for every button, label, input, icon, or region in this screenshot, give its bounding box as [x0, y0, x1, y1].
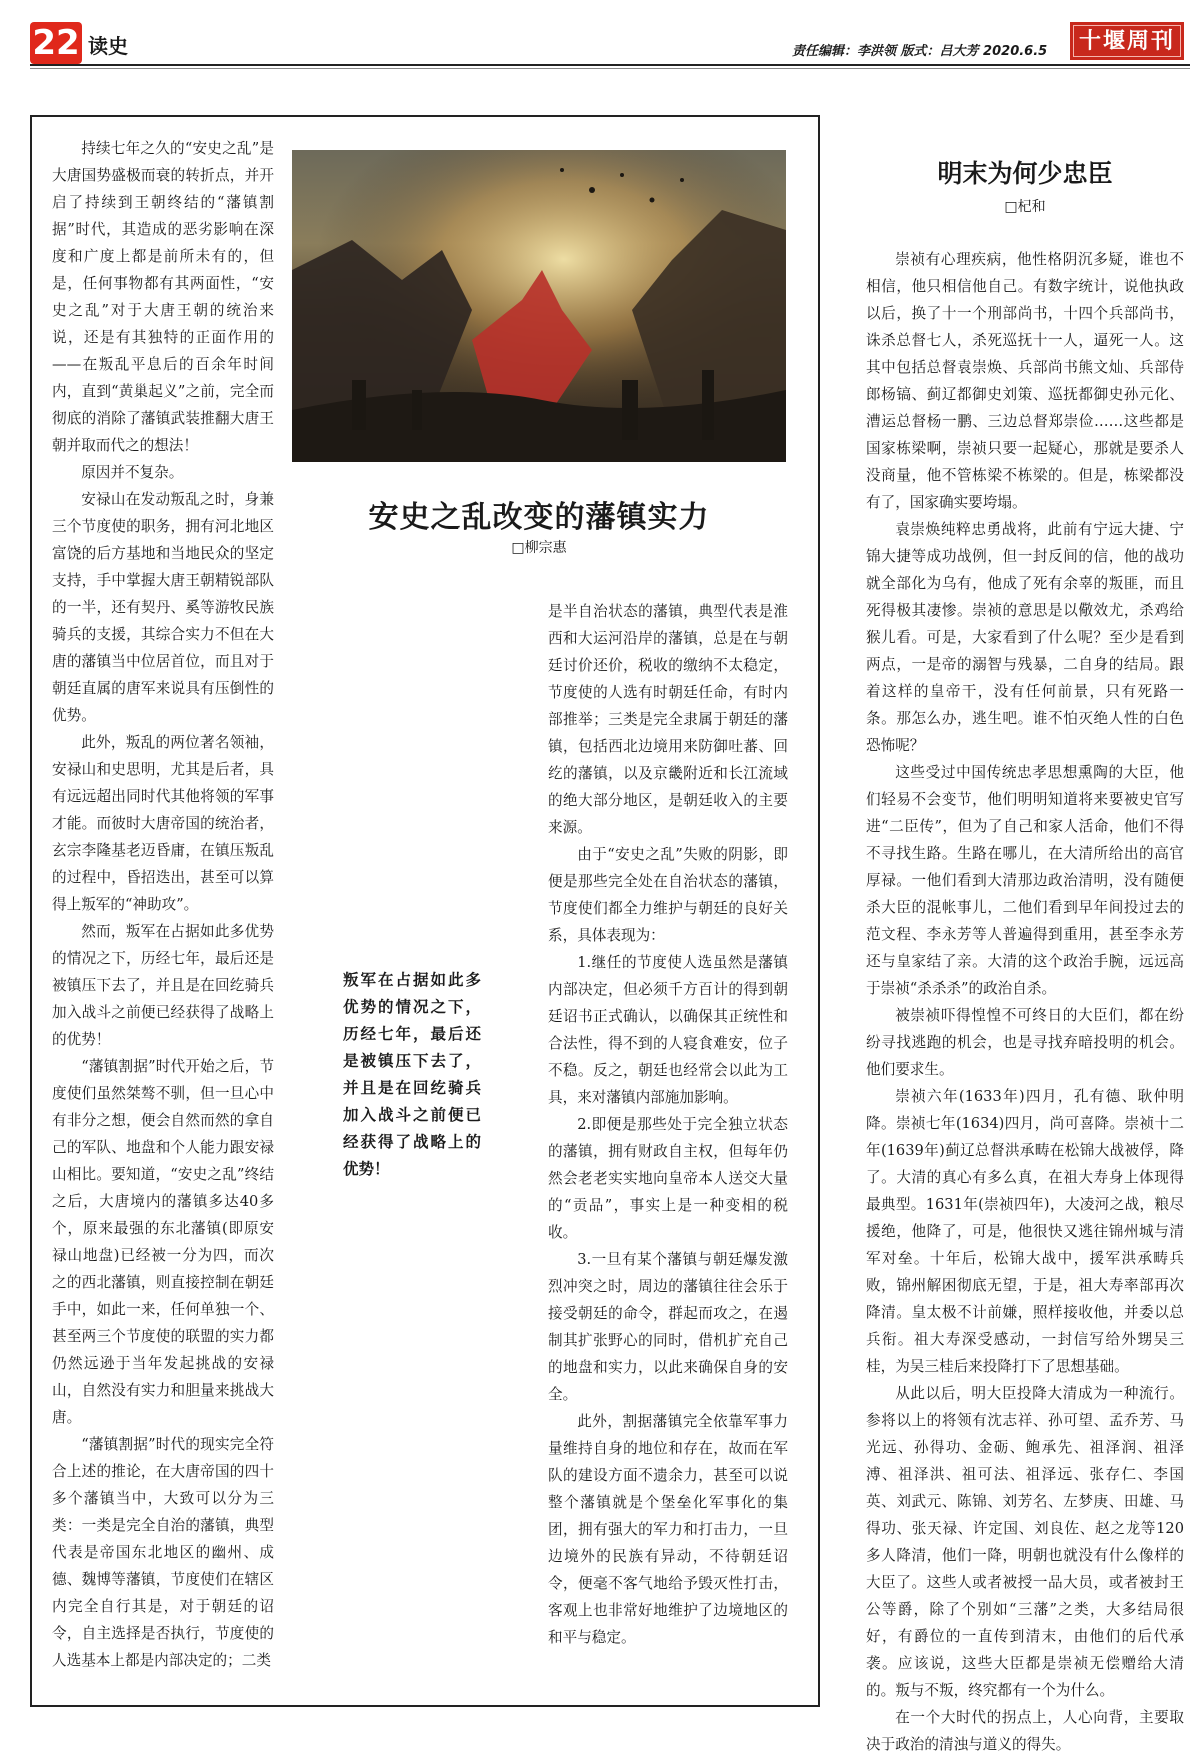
- article1-byline: □柳宗惠: [511, 540, 567, 556]
- page-number: 22: [30, 22, 82, 64]
- page-header: [30, 20, 1190, 64]
- paragraph: 1.继任的节度使人选虽然是藩镇内部决定，但必须千方百计的得到朝廷诏书正式确认，以确保其正统性和合法性，得不到的人寝食难安，位子不稳。反之，朝廷也经常会以此为工具，来对藩镇内部施加影响。: [548, 954, 788, 1106]
- paragraph: 由于“安史之乱”失败的阴影，即便是那些完全处在自治状态的藩镇，节度使们都全力维护与朝廷的良好关系，具体表现为：: [548, 846, 788, 944]
- paragraph: 袁崇焕纯粹忠勇战将，此前有宁远大捷、宁锦大捷等成功战例，但一封反间的信，他的战功就全部化为乌有，他成了死有余辜的叛匪，而且死得极其凄惨。崇祯的意思是以儆效尤，杀鸡给猴儿看。可是，大家看到了什么呢？至少是看到两点，一是帝的溺智与残暴，二自身的结局。跟着这样的皇帝干，没有任何前景，只有死路一条。那怎么办，逃生吧。谁不怕灭绝人性的白色恐怖呢？: [866, 521, 1184, 754]
- article2-title: 明末为何少忠臣: [937, 159, 1113, 188]
- paragraph: 持续七年之久的“安史之乱”是大唐国势盛极而衰的转折点，并开启了持续到王朝终结的“藩镇割据”时代，其造成的恶劣影响在深度和广度上都是前所未有的，但是，任何事物都有其两面性，“安史之乱”对于大唐王朝的统治来说，还是有其独特的正面作用的——在叛乱平息后的百余年时间内，直到“黄巢起义”之前，完全而彻底的消除了藩镇武装推翻大唐王朝并取而代之的想法！: [52, 140, 274, 454]
- paragraph: 安禄山在发动叛乱之时，身兼三个节度使的职务，拥有河北地区富饶的后方基地和当地民众的坚定支持，手中掌握大唐王朝精锐部队的一半，还有契丹、奚等游牧民族骑兵的支援，其综合实力不但在大唐的藩镇当中位居首位，而且对于朝廷直属的唐军来说具有压倒性的优势。: [52, 491, 274, 724]
- article1-column-1: [52, 135, 274, 1674]
- paragraph: 这些受过中国传统忠孝思想熏陶的大臣，他们轻易不会变节，他们明明知道将来要被史官写进“二臣传”，但为了自己和家人活命，他们不得不寻找生路。生路在哪儿，在大清所给出的高官厚禄。一他们看到大清那边政治清明，没有随便杀大臣的混帐事儿，二他们看到早年间投过去的范文程、李永芳等人普遍得到重用，甚至李永芳还与皇家结了亲。大清的这个政治手腕，远远高于崇祯“杀杀杀”的政治自杀。: [866, 764, 1184, 997]
- section-label: 读史: [88, 34, 128, 58]
- paragraph: 3.一旦有某个藩镇与朝廷爆发激烈冲突之时，周边的藩镇往往会乐于接受朝廷的命令，群起而攻之，在遏制其扩张野心的同时，借机扩充自己的地盘和实力，以此来确保自身的安全。: [548, 1251, 788, 1403]
- article1-column-2: [548, 598, 788, 1651]
- paragraph: 在一个大时代的拐点上，人心向背，主要取决于政治的清浊与道义的得失。: [866, 1709, 1184, 1753]
- paragraph: 此外，叛乱的两位著名领袖，安禄山和史思明，尤其是后者，具有远远超出同时代其他将领的军事才能。而彼时大唐帝国的统治者，玄宗李隆基老迈昏庸，在镇压叛乱的过程中，昏招迭出，甚至可以算得上叛军的“神助攻”。: [52, 734, 274, 913]
- editor-credits: 责任编辑：李洪领 版式：吕大芳 2020.6.5: [792, 44, 1048, 59]
- paragraph: 崇祯有心理疾病，他性格阴沉多疑，谁也不相信，他只相信他自己。有数字统计，说他执政以后，换了十一个刑部尚书，十四个兵部尚书，诛杀总督七人，杀死巡抚十一人，逼死一人。这其中包括总督袁崇焕、兵部尚书熊文灿、兵部侍郎杨镐、蓟辽都御史刘策、巡抚都御史孙元化、漕运总督杨一鹏、三边总督郑崇俭……这些都是国家栋梁啊，崇祯只要一起疑心，那就是要杀人没商量，他不管栋梁不栋梁的。但是，栋梁都没有了，国家确实要垮塌。: [866, 251, 1184, 511]
- paragraph: “藩镇割据”时代的现实完全符合上述的推论，在大唐帝国的四十多个藩镇当中，大致可以分为三类：一类是完全自治的藩镇，典型代表是帝国东北地区的幽州、成德、魏博等藩镇，节度使们在辖区内完全自行其是，对于朝廷的诏令，自主选择是否执行，节度使的人选基本上都是内部决定的；二类: [52, 1436, 274, 1669]
- article2-byline: □杞和: [1004, 199, 1046, 215]
- paragraph: 此外，割据藩镇完全依靠军事力量维持自身的地位和存在，故而在军队的建设方面不遗余力，甚至可以说整个藩镇就是个堡垒化军事化的集团，拥有强大的军力和打击力，一旦边境外的民族有异动，不待朝廷诏令，便毫不客气地给予毁灭性打击，客观上也非常好地维护了边境地区的和平与稳定。: [548, 1413, 788, 1646]
- header-rule: [30, 64, 1190, 66]
- paragraph: 原因并不复杂。: [81, 464, 184, 481]
- paragraph: 然而，叛军在占据如此多优势的情况之下，历经七年，最后还是被镇压下去了，并且是在回纥骑兵加入战斗之前便已经获得了战略上的优势！: [52, 923, 274, 1048]
- article1-title: 安史之乱改变的藩镇实力: [368, 500, 710, 535]
- paragraph: 被崇祯吓得惶惶不可终日的大臣们，都在纷纷寻找逃跑的机会，也是寻找弃暗投明的机会。他们要求生。: [866, 1007, 1184, 1078]
- paragraph: “藩镇割据”时代开始之后，节度使们虽然桀骜不驯，但一旦心中有非分之想，便会自然而然的拿自己的军队、地盘和个人能力跟安禄山相比。要知道，“安史之乱”终结之后，大唐境内的藩镇多达40多个，原来最强的东北藩镇(即原安禄山地盘)已经被一分为四，而次之的西北藩镇，则直接控制在朝廷手中，如此一来，任何单独一个、甚至两三个节度使的联盟的实力都仍然远逊于当年发起挑战的安禄山，自然没有实力和胆量来挑战大唐。: [52, 1058, 274, 1426]
- paragraph: 从此以后，明大臣投降大清成为一种流行。参将以上的将领有沈志祥、孙可望、孟乔芳、马光远、孙得功、金砺、鲍承先、祖泽润、祖泽溥、祖泽洪、祖可法、祖泽远、张存仁、李国英、刘武元、陈锦、刘芳名、左梦庚、田雄、马得功、张天禄、许定国、刘良佐、赵之龙等120多人降清，他们一降，明朝也就没有什么像样的大臣了。这些人或者被授一品大员，或者被封王公等爵，除了个别如“三藩”之类，大多结局很好，有爵位的一直传到清末，由他们的后代承袭。应该说，这些大臣都是崇祯无偿赠给大清的。叛与不叛，终究都有一个为什么。: [866, 1385, 1184, 1699]
- pull-quote: 叛军在占据如此多优势的情况之下，历经七年，最后还是被镇压下去了，并且是在回纥骑兵加入战斗之前便已经获得了战略上的优势！: [343, 970, 481, 1178]
- article2-column: [866, 246, 1184, 1758]
- paragraph: 是半自治状态的藩镇，典型代表是淮西和大运河沿岸的藩镇，总是在与朝廷讨价还价，税收的缴纳不太稳定，节度使的人选有时朝廷任命，有时内部推举；三类是完全隶属于朝廷的藩镇，包括西北边境用来防御吐蕃、回纥的藩镇，以及京畿附近和长江流域的绝大部分地区，是朝廷收入的主要来源。: [548, 603, 788, 836]
- paragraph: 崇祯六年(1633年)四月，孔有德、耿仲明降。崇祯七年(1634)四月，尚可喜降。崇祯十二年(1639年)蓟辽总督洪承畴在松锦大战被俘，降了。大清的真心有多么真，在祖大寿身上体现得最典型。1631年(崇祯四年)，大凌河之战，粮尽援绝，他降了，可是，他很快又逃往锦州城与清军对垒。十年后，松锦大战中，援军洪承畴兵败，锦州解困彻底无望，于是，祖大寿率部再次降清。皇太极不计前嫌，照样接收他，并委以总兵衔。祖大寿深受感动，一封信写给外甥吴三桂，为吴三桂后来投降打下了思想基础。: [866, 1088, 1184, 1375]
- masthead-logo: 十堰周刊: [1070, 22, 1184, 60]
- battle-scene-image: [292, 150, 786, 462]
- header-rule-thin: [30, 68, 1190, 69]
- paragraph: 2.即便是那些处于完全独立状态的藩镇，拥有财政自主权，但每年仍然会老老实实地向皇帝本人送交大量的“贡品”，事实上是一种变相的税收。: [548, 1116, 788, 1241]
